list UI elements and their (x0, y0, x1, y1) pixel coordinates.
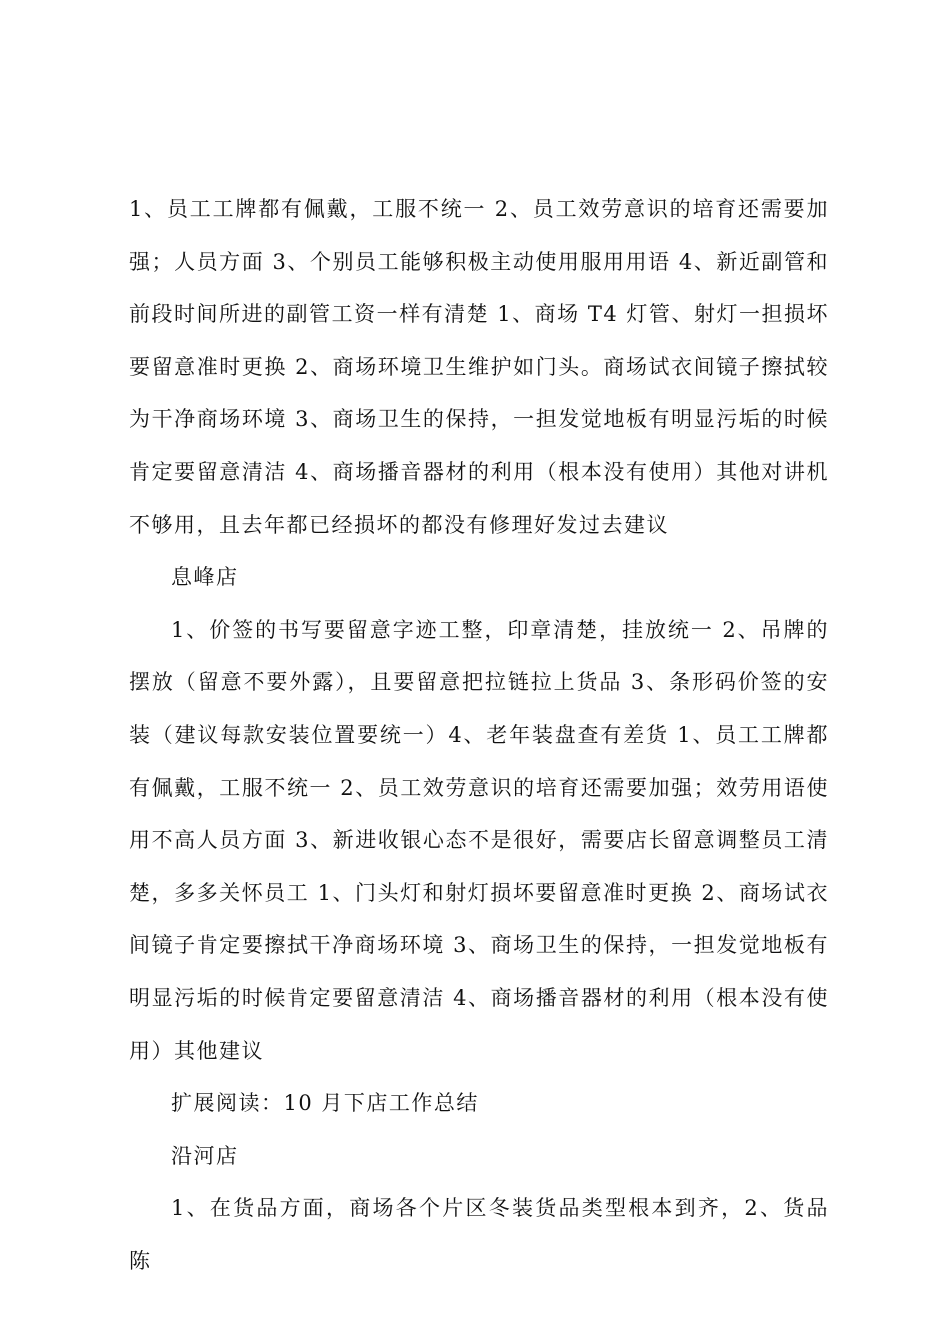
store-heading-xifeng: 息峰店 (171, 565, 239, 590)
store-heading-yanhe: 沿河店 (171, 1143, 239, 1168)
paragraph-yanhe-details: 1、在货品方面，商场各个片区冬装货品类型根本到齐，2、货品陈 (129, 1196, 829, 1273)
document-body (129, 183, 829, 1287)
paragraph-staff-issues: 1、员工工牌都有佩戴，工服不统一 2、员工效劳意识的培育还需要加强；人员方面 3、个别员工能够积极主动使用服用用语 4、新近副管和前段时间所进的副管工资一样有清楚 1、商场 T4 灯管、射灯一担损坏要留意准时更换 2、商场环境卫生维护如门头。商场试衣间镜子擦拭较为干净商场环境 3、商场卫生的保持，一担发觉地板有明显污垢的时候肯定要留意清洁 4、商场播音器材的利用（根本没有使用）其他对讲机不够用，且去年都已经损坏的都没有修理好发过去建议 (129, 197, 829, 537)
extended-reading-heading: 扩展阅读：10 月下店工作总结 (171, 1091, 479, 1116)
paragraph-xifeng-details: 1、价签的书写要留意字迹工整，印章清楚，挂放统一 2、吊牌的摆放（留意不要外露），且要留意把拉链拉上货品 3、条形码价签的安装（建议每款安装位置要统一）4、老年装盘查有差货 1、员工工牌都有佩戴，工服不统一 2、员工效劳意识的培育还需要加强；效劳用语使用不高人员方面 3、新进收银心态不是很好，需要店长留意调整员工清楚，多多关怀员工 1、门头灯和射灯损坏要留意准时更换 2、商场试衣间镜子肯定要擦拭干净商场环境 3、商场卫生的保持，一担发觉地板有明显污垢的时候肯定要留意清洁 4、商场播音器材的利用（根本没有使用）其他建议 (129, 617, 829, 1063)
